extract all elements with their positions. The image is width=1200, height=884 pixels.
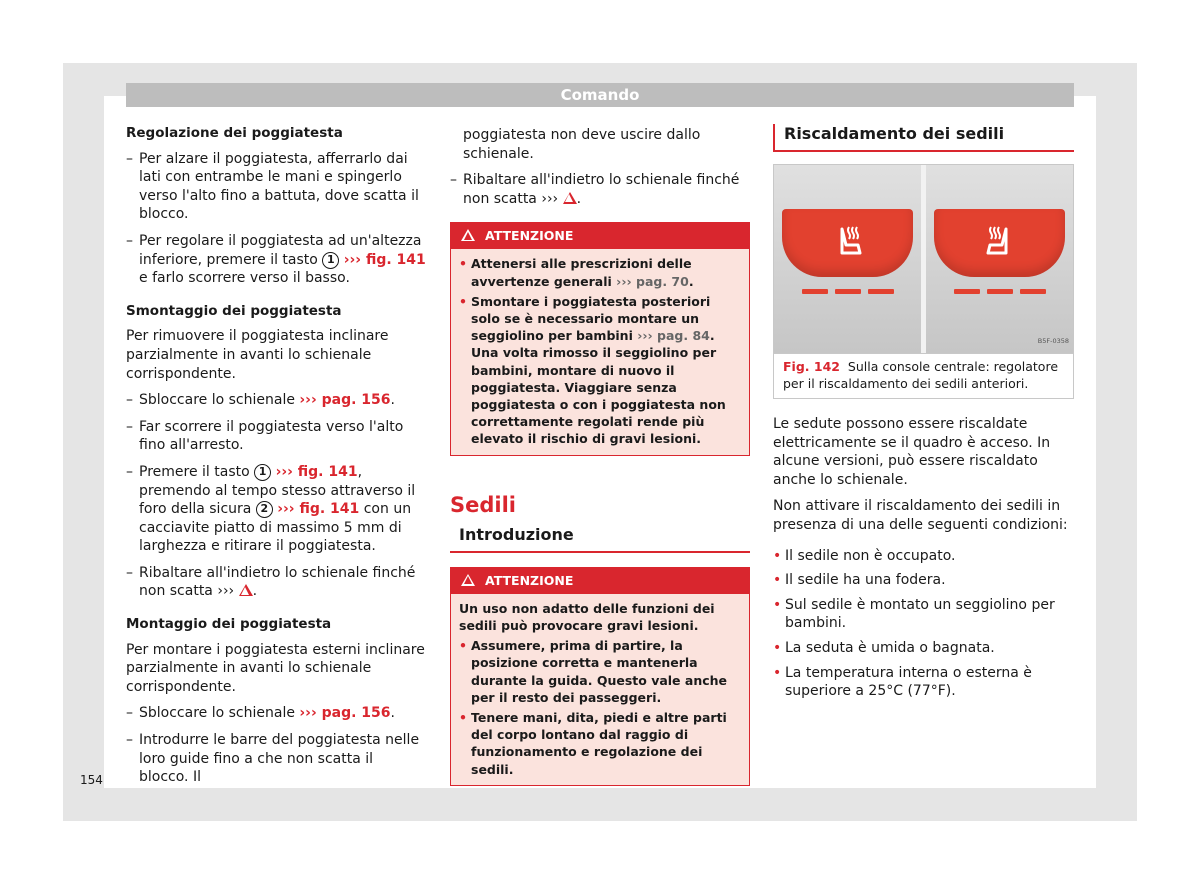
paragraph: Non attivare il riscaldamento dei sedili in presenza di una delle seguenti condizioni: xyxy=(773,498,1068,533)
cross-ref-link[interactable]: ››› fig. 141 xyxy=(343,251,426,268)
list-item: • La temperatura interna o esterna è superiore a 25°C (77°F). xyxy=(773,664,1074,701)
cross-ref-link[interactable]: ››› pag. 156 xyxy=(299,392,391,409)
list-item: – Per alzare il poggiatesta, afferrarlo dai lati con entrambe le mani e spingerlo verso l'alto fino a battuta, dove scatta il blocco. xyxy=(126,150,426,224)
list-item: – Sbloccare lo schienale ››› pag. 156. xyxy=(126,704,426,723)
warning-body xyxy=(451,249,749,454)
figure-caption: Fig. 142 Sulla console centrale: regolatore per il riscaldamento dei sedili anteriori. xyxy=(773,354,1074,399)
list-item: • Assumere, prima di partire, la posizione corretta e mantenerla durante la guida. Questo vale anche per il resto dei passeggeri. xyxy=(459,637,741,706)
paragraph: Le sedute possono essere riscaldate elettricamente se il quadro è acceso. In alcune versioni, può essere riscaldato anche lo schienale. xyxy=(773,416,1051,488)
warning-icon xyxy=(461,574,475,586)
warning-header: ATTENZIONE xyxy=(451,223,749,249)
cross-ref-link[interactable]: ››› pag. 156 xyxy=(299,705,391,722)
warning-icon xyxy=(563,192,577,204)
page-number: 154 xyxy=(80,773,103,787)
warning-header: ATTENZIONE xyxy=(451,568,749,594)
figure-seat-heating xyxy=(773,164,1074,354)
list-item: – Ribaltare all'indietro lo schienale finché non scatta ››› . xyxy=(450,171,750,208)
seat-heating-button-left xyxy=(782,209,913,277)
list-item: • Sul sedile è montato un seggiolino per bambini. xyxy=(773,596,1074,633)
warning-icon xyxy=(461,229,475,241)
list-item: • Il sedile ha una fodera. xyxy=(773,571,1074,590)
list-item: – Introdurre le barre del poggiatesta nelle loro guide fino a che non scatta il blocco. Il xyxy=(126,731,426,787)
cross-ref-link[interactable]: ››› pag. 70 xyxy=(616,273,689,289)
figure-panel-right xyxy=(926,165,1073,353)
warning-intro: Un uso non adatto delle funzioni dei sedili può provocare gravi lesioni. xyxy=(459,600,715,633)
list-item: • Attenersi alle prescrizioni delle avvertenze generali ››› pag. 70. xyxy=(459,255,741,289)
warning-box xyxy=(450,222,750,455)
cross-ref-link[interactable]: ››› fig. 141 xyxy=(275,463,358,480)
paragraph: Per rimuovere il poggiatesta inclinare parzialmente in avanti lo schienale corrispondente. xyxy=(126,328,389,382)
button-number-badge: 1 xyxy=(254,464,271,481)
heading-smontaggio: Smontaggio dei poggiatesta xyxy=(126,302,342,319)
button-number-badge: 1 xyxy=(322,252,339,269)
list-item: • Smontare i poggiatesta posteriori solo se è necessario montare un seggiolino per bambini ››› pag. 84. Una volta rimosso il seggiolino per bambini, montare di nuovo il poggiatesta. Viaggiare senza poggiatesta o con i poggiatesta non correttamente regolati rende più elevato il rischio di gravi lesioni. xyxy=(459,293,741,448)
column-left xyxy=(126,124,426,795)
paragraph: poggiatesta non deve uscire dallo schienale. xyxy=(463,127,701,162)
warning-icon xyxy=(239,584,253,596)
list-item: • Tenere mani, dita, piedi e altre parti del corpo lontano dal raggio di funzionamento e regolazione dei sedili. xyxy=(459,709,741,778)
list-item: – Far scorrere il poggiatesta verso l'alto fino all'arresto. xyxy=(126,418,426,455)
section-title: Riscaldamento dei sedili xyxy=(773,124,1074,152)
list-item: – Per regolare il poggiatesta ad un'altezza inferiore, premere il tasto 1 ››› fig. 141 e farlo scorrere verso il basso. xyxy=(126,232,426,288)
figure-code: B5F-0358 xyxy=(1037,337,1069,346)
heading-montaggio: Montaggio dei poggiatesta xyxy=(126,616,332,633)
list-item: – Premere il tasto 1 ››› fig. 141, premendo al tempo stesso attraverso il foro della sicura 2 ››› fig. 141 con un cacciavite piatto di massimo 5 mm di larghezza e ritirare il poggiatesta. xyxy=(126,463,426,556)
column-right xyxy=(773,124,1074,707)
figure-panel-left xyxy=(774,165,921,353)
cross-ref-link[interactable]: ››› pag. 84 xyxy=(637,328,710,344)
column-middle xyxy=(450,126,750,794)
heated-seat-icon xyxy=(980,223,1020,263)
paragraph: Per montare i poggiatesta esterni inclinare parzialmente in avanti lo schienale corrispondente. xyxy=(126,641,425,695)
list-item: – Sbloccare lo schienale ››› pag. 156. xyxy=(126,391,426,410)
cross-ref-link[interactable]: ››› fig. 141 xyxy=(277,501,360,518)
heating-level-leds xyxy=(954,289,1046,295)
heading-regolazione: Regolazione dei poggiatesta xyxy=(126,125,343,141)
subsection-title: Introduzione xyxy=(450,526,750,553)
heating-level-leds xyxy=(802,289,894,295)
list-item: • La seduta è umida o bagnata. xyxy=(773,639,1074,658)
warning-body xyxy=(451,594,749,785)
section-title: Sedili xyxy=(450,492,516,517)
heated-seat-icon xyxy=(828,223,868,263)
seat-heating-button-right xyxy=(934,209,1065,277)
warning-box xyxy=(450,567,750,786)
chapter-header: Comando xyxy=(126,83,1074,107)
list-item: • Il sedile non è occupato. xyxy=(773,547,1074,566)
list-item: – Ribaltare all'indietro lo schienale finché non scatta ››› . xyxy=(126,564,426,601)
button-number-badge: 2 xyxy=(256,501,273,518)
